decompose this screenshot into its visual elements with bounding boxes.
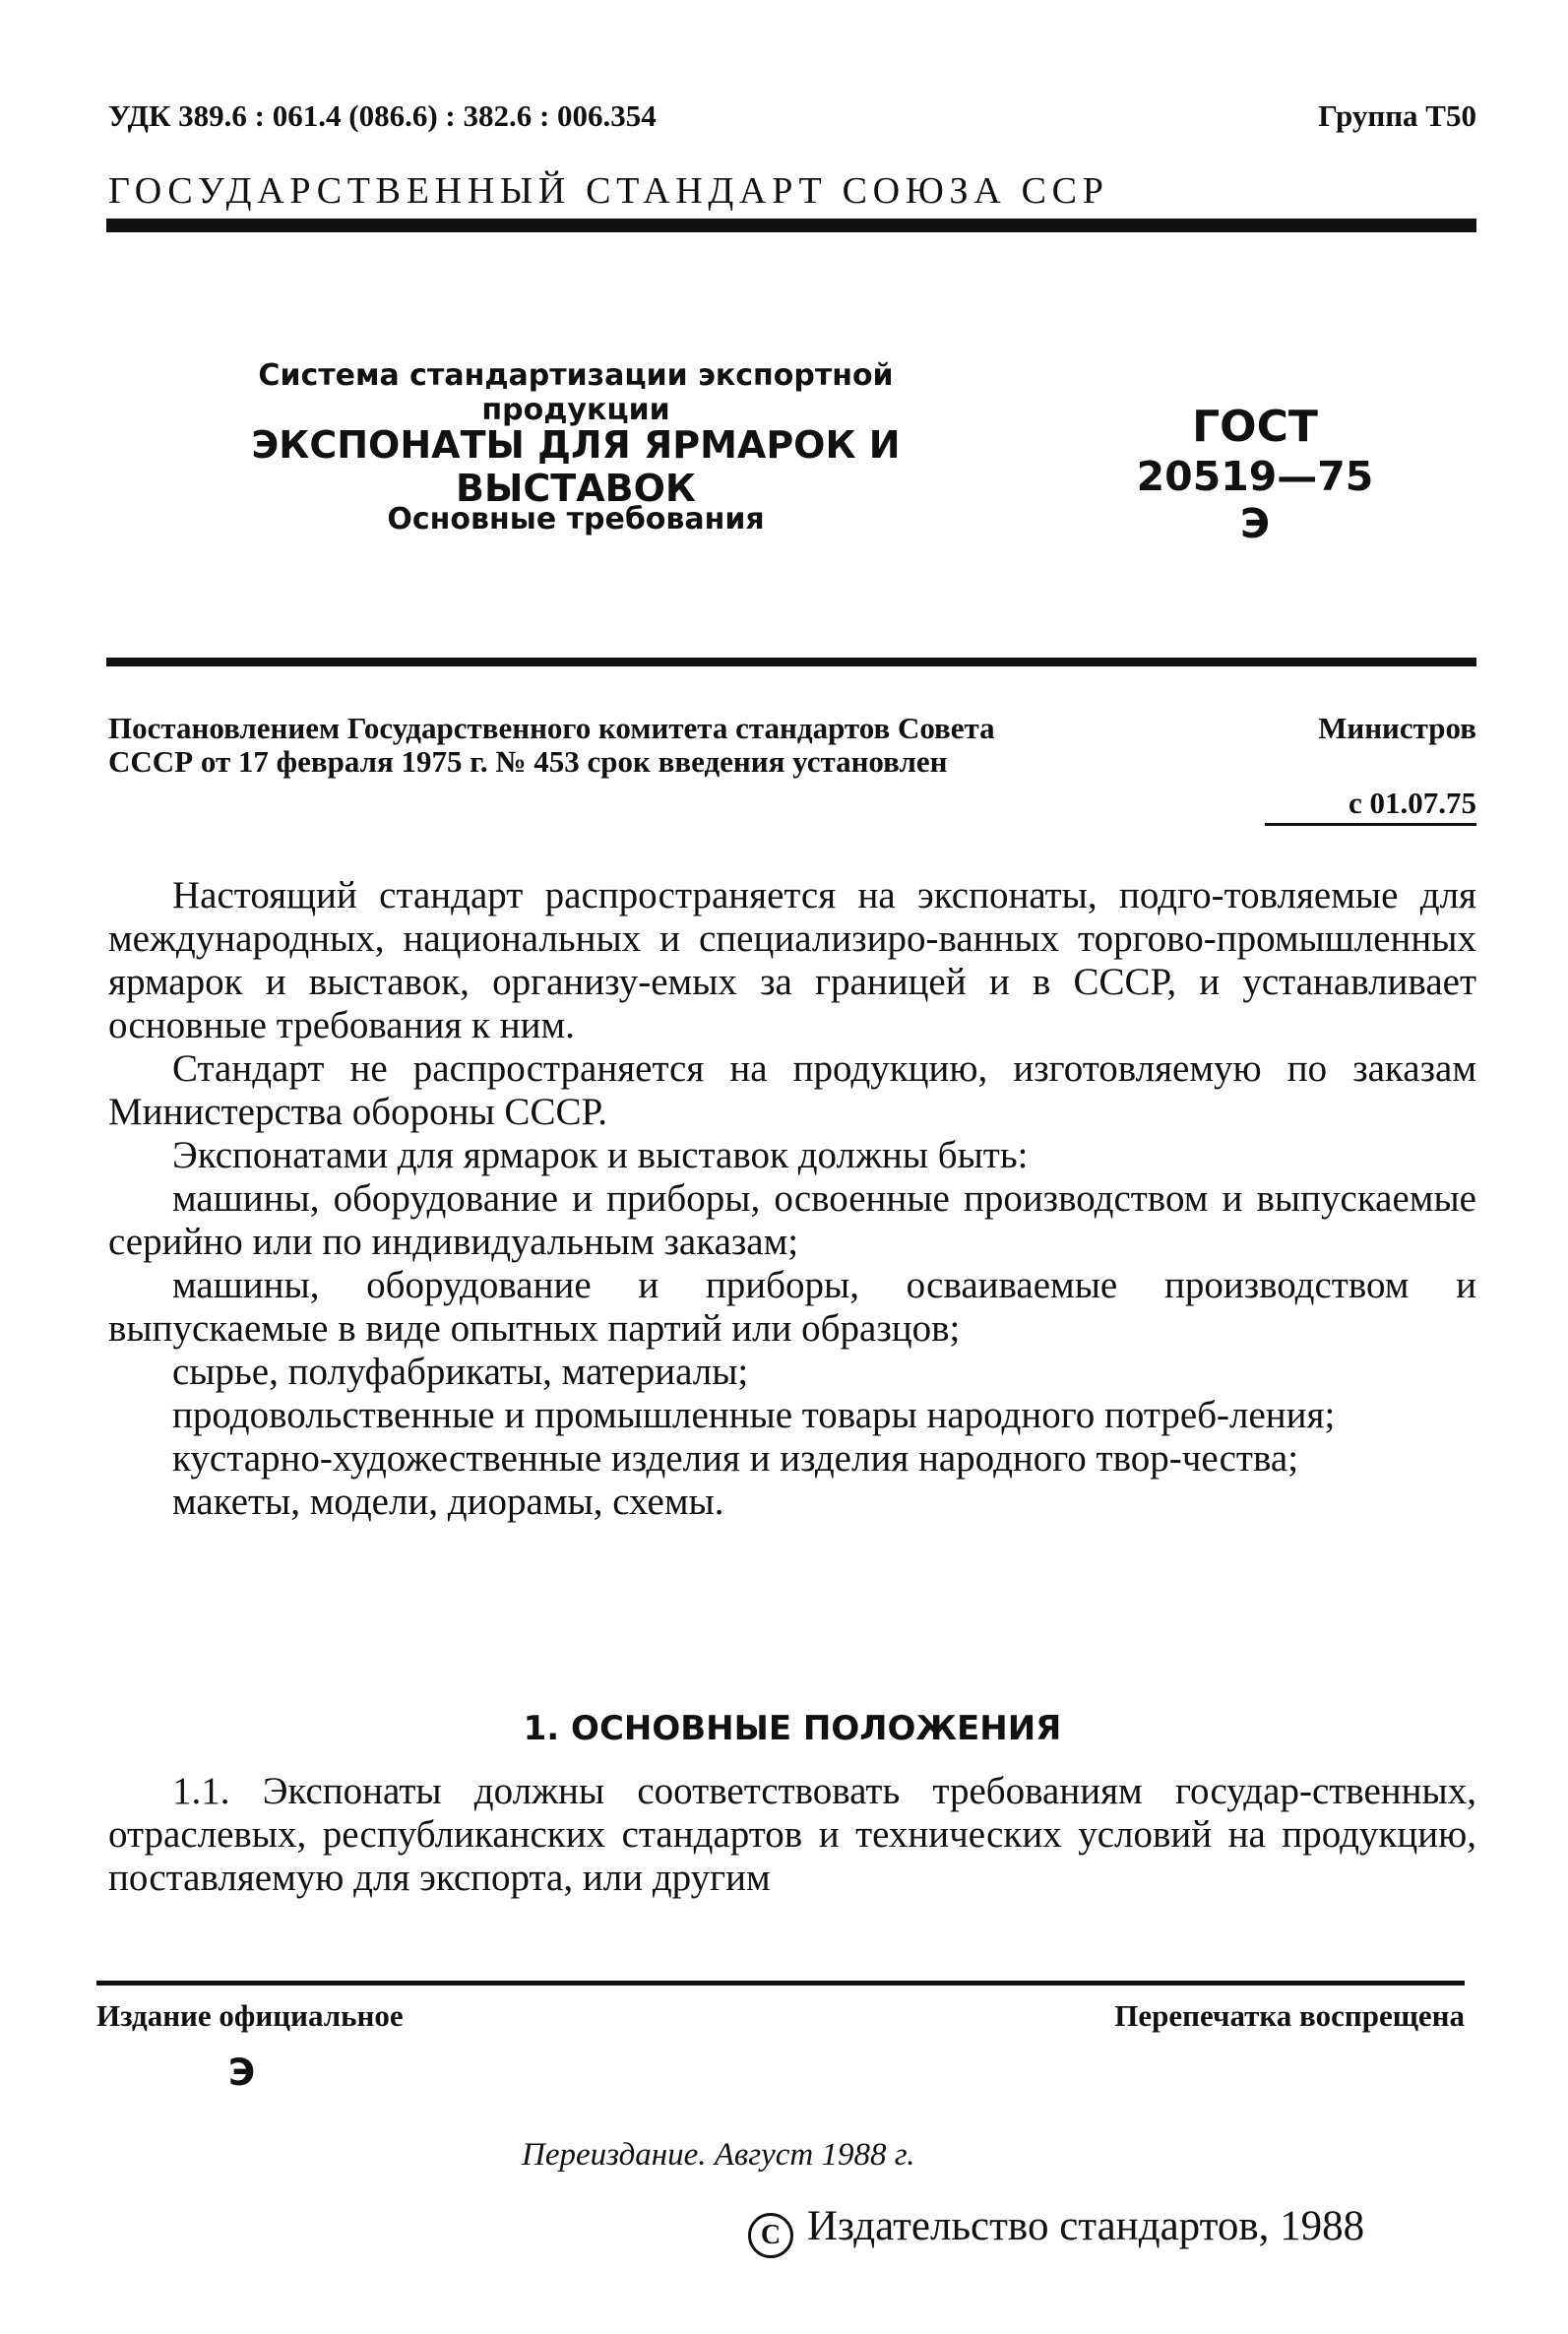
reprint-prohibited-label: Перепечатка воспрещена — [1114, 1998, 1465, 2033]
body-paragraph: машины, оборудование и приборы, осваиваемые производством и выпускаемые в виде опытных партий или образцов; — [108, 1264, 1476, 1350]
footer-rule — [96, 1981, 1465, 1986]
gost-number: 20519—75 Э — [1136, 453, 1374, 547]
copyright-text: Издательство стандартов, 1988 — [807, 2203, 1365, 2249]
introduction-body — [108, 874, 1476, 1524]
decree-ministers: Министров — [1318, 711, 1476, 745]
standard-system: Система стандартизации экспортной продукции — [258, 358, 894, 427]
body-paragraph: 1.1. Экспонаты должны соответствовать требованиям государ-ственных, отраслевых, республиканских стандартов и технических условий на продукцию, поставляемую для экспорта, или другим — [108, 1770, 1476, 1899]
header-rule — [106, 219, 1476, 232]
copyright-icon: C — [748, 2213, 793, 2258]
effective-date-underline — [1265, 823, 1476, 826]
body-paragraph: кустарно-художественные изделия и изделия народного твор-чества; — [172, 1437, 1299, 1480]
decree-line-1: Постановлением Государственного комитета стандартов Совета — [108, 711, 995, 745]
gost-label: ГОСТ — [1192, 402, 1318, 452]
decree-line-2: СССР от 17 февраля 1975 г. № 453 срок введения установлен — [108, 744, 948, 779]
body-paragraph: машины, оборудование и приборы, освоенные производством и выпускаемые серийно или по индивидуальным заказам; — [108, 1177, 1476, 1263]
export-mark: Э — [228, 2051, 256, 2094]
official-edition-label: Издание официальное — [96, 1998, 404, 2033]
reissue-note: Переиздание. Август 1988 г. — [522, 2137, 915, 2173]
group-code: Группа Т50 — [1318, 98, 1476, 133]
body-paragraph: Настоящий стандарт распространяется на экспонаты, подго-товляемые для международных, национальных и специализиро-ванных торгово-промышленных ярмарок и выставок, организу-емых за границей и в СССР, и устанавливает основные требования к ним. — [108, 874, 1476, 1046]
body-paragraph: сырье, полуфабрикаты, материалы; — [172, 1351, 749, 1393]
effective-date: с 01.07.75 — [1348, 786, 1476, 820]
document-title: ЭКСПОНАТЫ ДЛЯ ЯРМАРОК И ВЫСТАВОК — [251, 423, 901, 510]
section-heading: 1. ОСНОВНЫЕ ПОЛОЖЕНИЯ — [523, 1709, 1062, 1748]
document-subtitle: Основные требования — [387, 502, 765, 536]
state-standard-banner: ГОСУДАРСТВЕННЫЙ СТАНДАРТ СОЮЗА ССР — [108, 170, 1109, 212]
body-paragraph: макеты, модели, диорамы, схемы. — [172, 1481, 724, 1523]
title-rule — [106, 658, 1476, 666]
copyright-line — [748, 2202, 1364, 2258]
body-paragraph: Экспонатами для ярмарок и выставок должны быть: — [172, 1134, 1029, 1176]
udk-code: УДК 389.6 : 061.4 (086.6) : 382.6 : 006.354 — [108, 98, 657, 133]
body-paragraph: Стандарт не распространяется на продукцию, изготовляемую по заказам Министерства обороны СССР. — [108, 1047, 1476, 1133]
body-paragraph: продовольственные и промышленные товары народного потреб-ления; — [172, 1394, 1336, 1436]
section-body — [108, 1770, 1476, 1900]
